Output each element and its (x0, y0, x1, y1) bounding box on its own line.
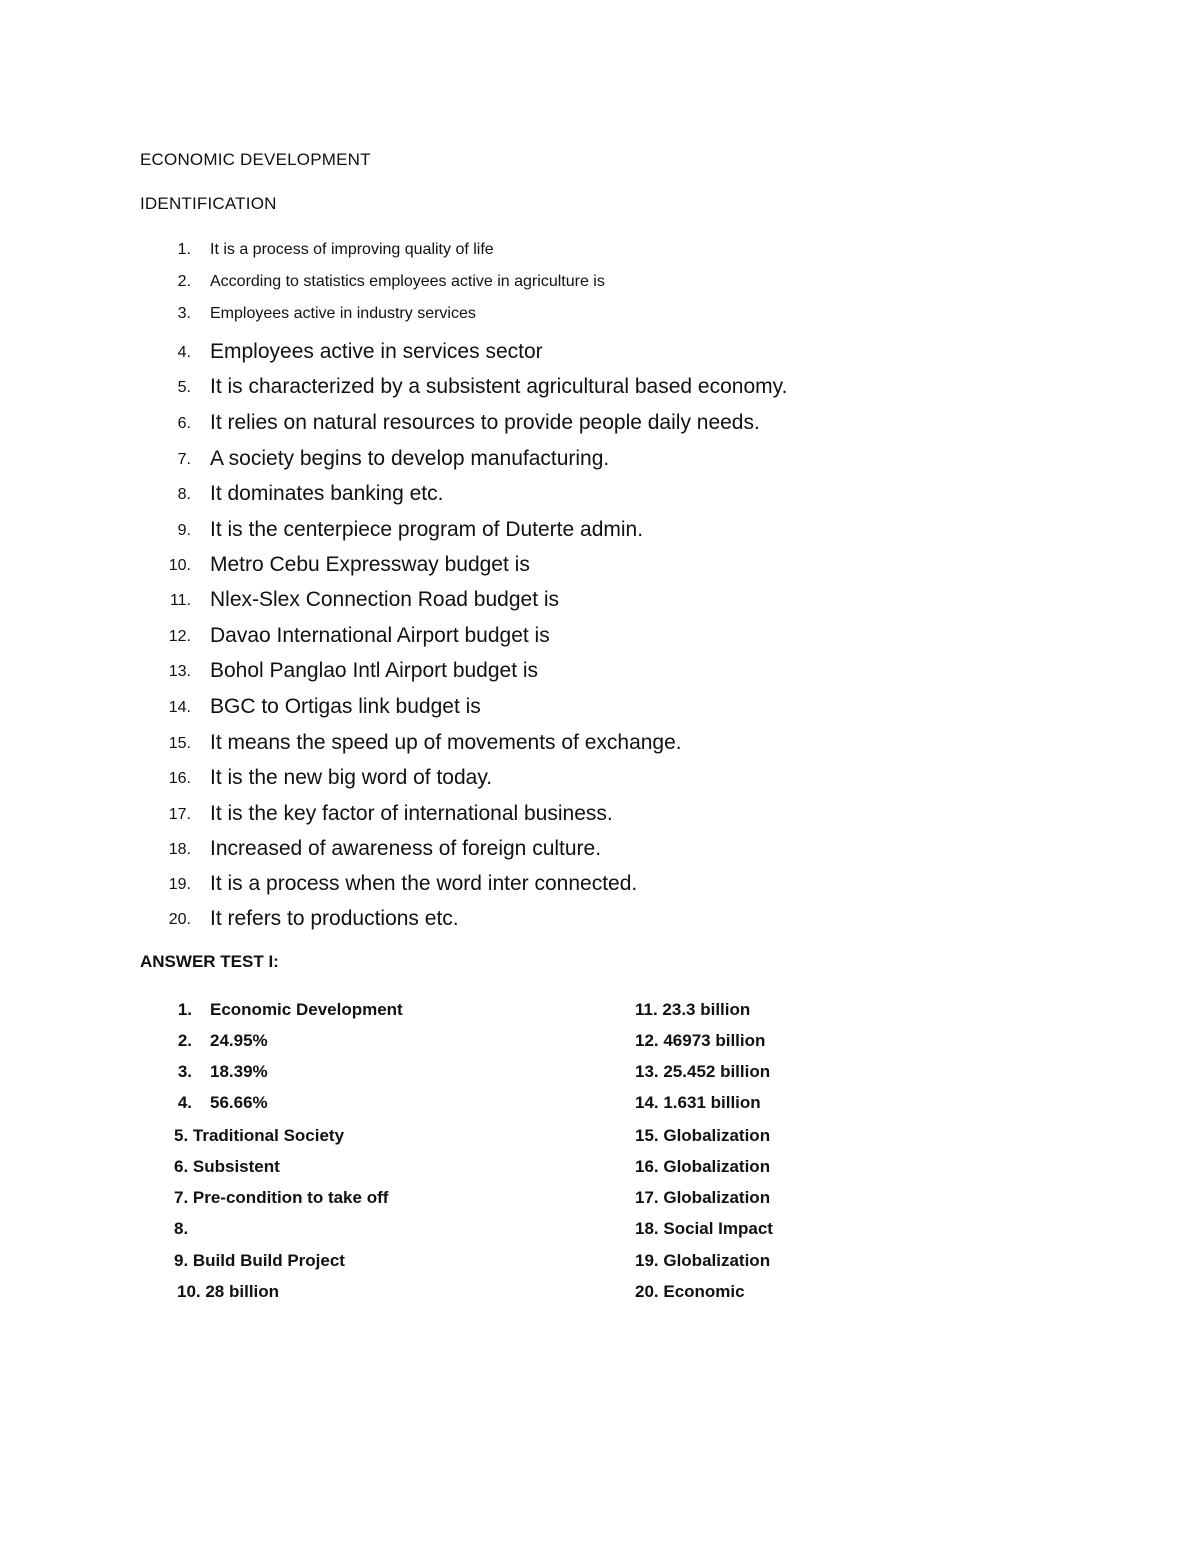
question-text: It is a process of improving quality of life (210, 241, 494, 258)
answer-number: 3. (177, 1062, 192, 1081)
question-number: 10. (168, 557, 191, 574)
question-number: 13. (168, 663, 191, 680)
question-number: 8. (177, 486, 191, 503)
question-number: 4. (177, 344, 191, 361)
answer-text: 15. Globalization (635, 1126, 771, 1145)
question-text: Employees active in services sector (210, 340, 543, 363)
question-number: 15. (168, 735, 191, 752)
question-number: 2. (177, 273, 191, 290)
question-number: 6. (177, 415, 191, 432)
question-text: It is the key factor of international business. (210, 802, 613, 825)
answer-text: 7. Pre-condition to take off (174, 1188, 389, 1207)
question-number: 7. (177, 451, 191, 468)
answer-text: 10. 28 billion (177, 1282, 280, 1301)
question-text: It is characterized by a subsistent agricultural based economy. (210, 375, 788, 398)
question-number: 5. (177, 379, 191, 396)
question-number: 9. (177, 522, 191, 539)
question-text: Nlex-Slex Connection Road budget is (210, 588, 560, 611)
question-text: It relies on natural resources to provide people daily needs. (210, 411, 760, 434)
question-number: 16. (168, 770, 191, 787)
answer-text: 9. Build Build Project (174, 1251, 345, 1270)
answer-text: 8. (174, 1219, 189, 1238)
question-text: Bohol Panglao Intl Airport budget is (210, 659, 539, 682)
question-text: Increased of awareness of foreign culture. (210, 837, 602, 860)
question-text: It dominates banking etc. (210, 482, 444, 505)
answer-text: 16. Globalization (635, 1157, 771, 1176)
answer-text: 20. Economic (635, 1282, 745, 1301)
question-number: 1. (177, 241, 191, 258)
question-text: BGC to Ortigas link budget is (210, 695, 481, 718)
answer-text: 24.95% (210, 1031, 268, 1050)
question-number: 14. (168, 699, 191, 716)
answer-text: Economic Development (210, 1000, 403, 1019)
answer-text: 6. Subsistent (174, 1157, 280, 1176)
question-number: 12. (168, 628, 191, 645)
answer-text: 56.66% (210, 1093, 268, 1112)
question-number: 20. (168, 911, 191, 928)
answer-number: 2. (177, 1031, 192, 1050)
question-text: It is a process when the word inter connected. (210, 872, 638, 895)
question-text: It is the centerpiece program of Duterte admin. (210, 518, 644, 541)
question-number: 18. (168, 841, 191, 858)
answer-text: 18.39% (210, 1062, 268, 1081)
answer-text: 17. Globalization (635, 1188, 771, 1207)
question-number: 3. (177, 305, 191, 322)
question-text: Metro Cebu Expressway budget is (210, 553, 530, 576)
answer-text: 12. 46973 billion (635, 1031, 766, 1050)
question-text: It refers to productions etc. (210, 907, 459, 930)
section-heading: IDENTIFICATION (140, 194, 277, 213)
question-text: Employees active in industry services (210, 305, 476, 322)
answer-heading: ANSWER TEST I: (140, 952, 279, 971)
question-text: It means the speed up of movements of exchange. (210, 731, 682, 754)
answer-number: 4. (177, 1093, 192, 1112)
question-number: 19. (168, 876, 191, 893)
question-text: Davao International Airport budget is (210, 624, 550, 647)
question-text: According to statistics employees active in agriculture is (210, 273, 605, 290)
answer-text: 13. 25.452 billion (635, 1062, 771, 1081)
answer-text: 18. Social Impact (635, 1219, 773, 1238)
answer-number: 1. (177, 1000, 192, 1019)
question-number: 11. (169, 592, 191, 609)
document-title: ECONOMIC DEVELOPMENT (140, 150, 371, 169)
question-text: A society begins to develop manufacturing. (210, 447, 610, 470)
question-number: 17. (168, 806, 191, 823)
answer-text: 11. 23.3 billion (635, 1000, 751, 1019)
question-text: It is the new big word of today. (210, 766, 493, 789)
answer-text: 5. Traditional Society (174, 1126, 345, 1145)
answer-text: 19. Globalization (635, 1251, 771, 1270)
answer-text: 14. 1.631 billion (635, 1093, 761, 1112)
